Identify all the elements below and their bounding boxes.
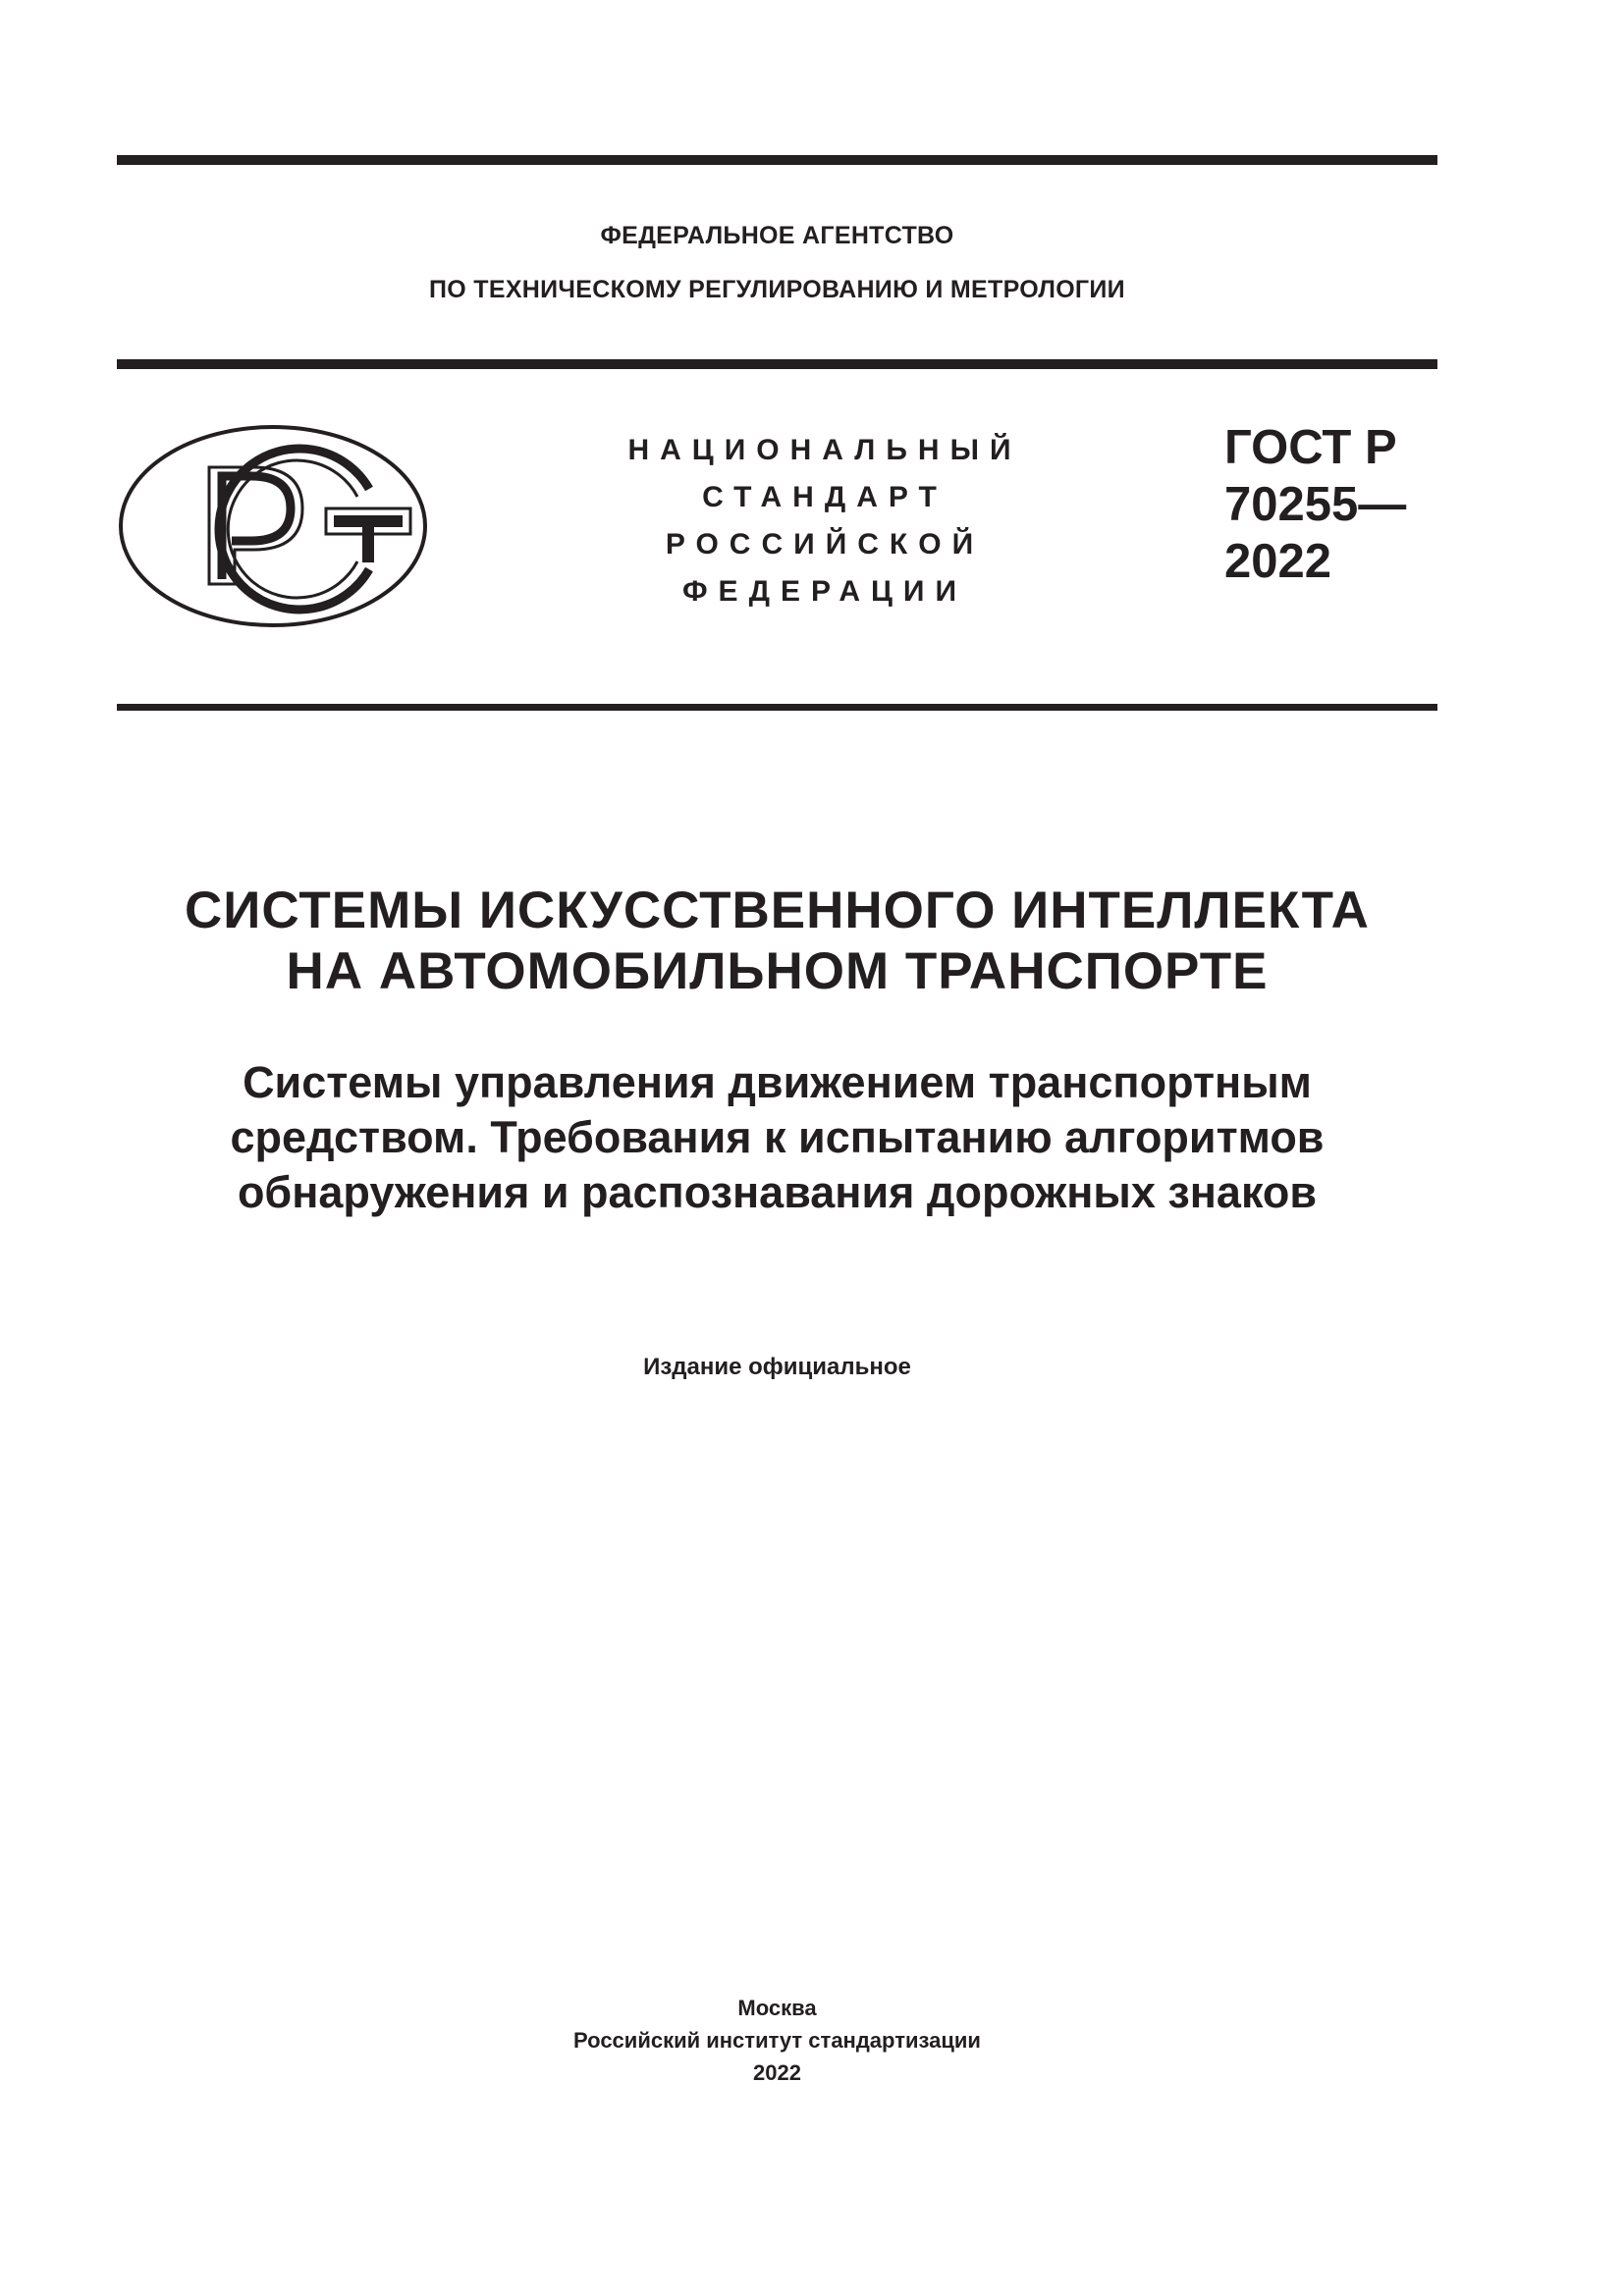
national-standard-line-1: НАЦИОНАЛЬНЫЙ	[627, 434, 1022, 466]
edition-label: Издание официальное	[643, 1354, 911, 1380]
designation-line-2: 70255—	[1224, 478, 1407, 531]
document-title	[117, 881, 1437, 1002]
imprint	[117, 1992, 1437, 2089]
header-bottom-rule	[117, 704, 1437, 711]
title-line-2: НА АВТОМОБИЛЬНОМ ТРАНСПОРТЕ	[286, 942, 1269, 1000]
designation-line-3: 2022	[1224, 535, 1332, 588]
imprint-year: 2022	[753, 2060, 801, 2085]
agency-line-2: ПО ТЕХНИЧЕСКОМУ РЕГУЛИРОВАНИЮ И МЕТРОЛОГИИ	[429, 276, 1125, 303]
agency-line-1: ФЕДЕРАЛЬНОЕ АГЕНТСТВО	[600, 222, 954, 249]
document-subtitle	[117, 1055, 1437, 1220]
standard-designation	[1224, 419, 1406, 590]
national-standard-line-3: РОССИЙСКОЙ	[665, 528, 985, 561]
top-rule	[117, 155, 1437, 165]
subtitle-line-1: Системы управления движением транспортным	[243, 1057, 1312, 1107]
imprint-publisher: Российский институт стандартизации	[573, 2028, 981, 2053]
imprint-city: Москва	[737, 1996, 817, 2020]
header-rule	[117, 359, 1437, 369]
national-standard-line-4: ФЕДЕРАЦИИ	[681, 575, 968, 608]
subtitle-line-2: средством. Требования к испытанию алгоритмов	[230, 1112, 1325, 1162]
subtitle-line-3: обнаружения и распознавания дорожных знаков	[237, 1167, 1318, 1217]
national-standard-line-2: СТАНДАРТ	[702, 481, 947, 513]
designation-line-1: ГОСТ Р	[1224, 421, 1397, 474]
title-line-1: СИСТЕМЫ ИСКУССТВЕННОГО ИНТЕЛЛЕКТА	[185, 881, 1370, 939]
rst-seal-logo-icon	[116, 422, 430, 630]
national-standard-label	[589, 427, 1060, 615]
